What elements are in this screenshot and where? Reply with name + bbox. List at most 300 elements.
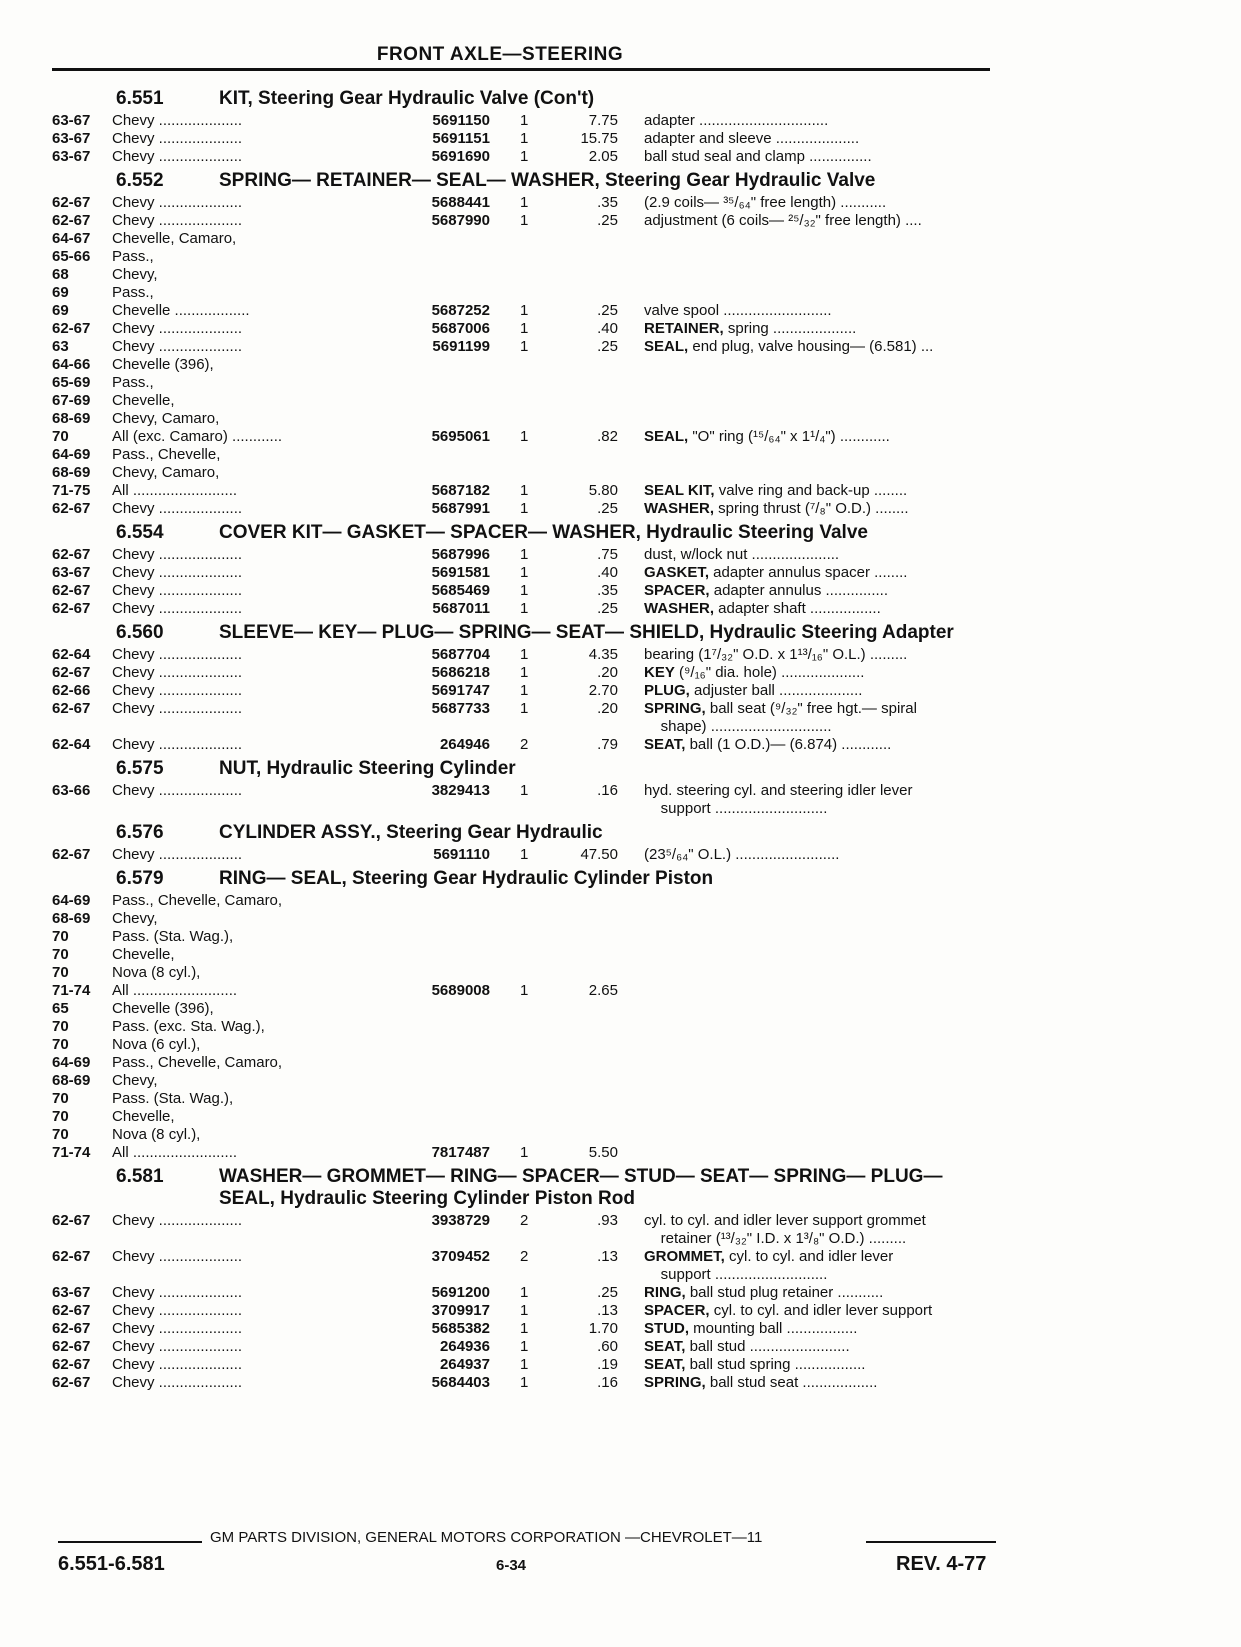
model-name: Chevelle, xyxy=(112,1108,175,1125)
model-name: Chevelle, Camaro, xyxy=(112,230,237,247)
section xyxy=(52,822,1002,864)
description-keyword: PLUG, xyxy=(644,682,690,699)
part-row xyxy=(52,410,1002,428)
description xyxy=(618,428,1002,446)
model-name: Pass., Chevelle, Camaro, xyxy=(112,892,283,909)
model-years: 64-69 xyxy=(52,446,91,463)
model-years: 62-64 xyxy=(52,736,91,753)
quantity: 1 xyxy=(520,428,529,445)
description-text: spring thrust (⁷/₈" O.D.) ........ xyxy=(714,500,909,517)
description xyxy=(618,148,1002,166)
part-row xyxy=(52,1266,1002,1284)
part-row xyxy=(52,112,1002,130)
quantity: 1 xyxy=(520,782,529,799)
part-row xyxy=(52,892,1002,910)
description xyxy=(618,1248,1002,1266)
part-row xyxy=(52,1374,1002,1392)
part-row xyxy=(52,464,1002,482)
part-row xyxy=(52,1108,1002,1126)
section xyxy=(52,868,1002,1162)
description xyxy=(618,212,1002,230)
quantity: 1 xyxy=(520,148,529,165)
part-row xyxy=(52,428,1002,446)
description xyxy=(618,646,1002,664)
section xyxy=(52,758,1002,818)
description-text: (23⁵/₆₄" O.L.) ......................... xyxy=(644,846,840,863)
description xyxy=(618,718,1002,736)
model-years: 70 xyxy=(52,1090,69,1107)
part-row xyxy=(52,964,1002,982)
model-years: 62-67 xyxy=(52,1338,91,1355)
model-years: 71-74 xyxy=(52,1144,91,1161)
model-years: 62-66 xyxy=(52,682,91,699)
model-years: 63-67 xyxy=(52,1284,91,1301)
part-row xyxy=(52,1338,1002,1356)
part-row xyxy=(52,374,1002,392)
price: .25 xyxy=(597,500,618,517)
model-years: 62-67 xyxy=(52,1356,91,1373)
part-row xyxy=(52,130,1002,148)
description xyxy=(618,564,1002,582)
model-name: Chevy, xyxy=(112,266,158,283)
part-row xyxy=(52,302,1002,320)
part-row xyxy=(52,1356,1002,1374)
model-years: 62-67 xyxy=(52,1248,91,1265)
section-heading xyxy=(52,88,1002,110)
part-row xyxy=(52,910,1002,928)
description-text: end plug, valve housing— (6.581) ... xyxy=(688,338,934,355)
section xyxy=(52,622,1002,754)
model-years: 62-67 xyxy=(52,600,91,617)
part-number: 5695061 xyxy=(431,428,490,445)
part-row xyxy=(52,846,1002,864)
description-keyword: RING, xyxy=(644,1284,686,1301)
quantity: 1 xyxy=(520,112,529,129)
part-number: 5687733 xyxy=(431,700,490,717)
quantity: 1 xyxy=(520,1356,529,1373)
description xyxy=(618,1212,1002,1230)
price: .13 xyxy=(597,1248,618,1265)
description xyxy=(618,112,1002,130)
part-row xyxy=(52,782,1002,800)
section-title: NUT, Hydraulic Steering Cylinder xyxy=(219,758,516,779)
section-number: 6.575 xyxy=(116,758,164,779)
price: 4.35 xyxy=(588,646,618,663)
part-number: 3709917 xyxy=(431,1302,490,1319)
part-number: 264937 xyxy=(439,1356,490,1373)
description-keyword: WASHER, xyxy=(644,600,715,617)
description-text: ball seat (⁹/₃₂" free hgt.— spiral xyxy=(705,700,917,717)
part-number: 264936 xyxy=(439,1338,490,1355)
quantity: 2 xyxy=(520,1212,529,1229)
model-name: Pass., xyxy=(112,284,154,301)
quantity: 1 xyxy=(520,194,529,211)
parts-list xyxy=(52,84,1002,1392)
model-name: Chevelle (396), xyxy=(112,356,214,373)
description xyxy=(618,700,1002,718)
quantity: 1 xyxy=(520,646,529,663)
description-text: ball stud ........................ xyxy=(685,1338,850,1355)
model-years: 63-66 xyxy=(52,782,91,799)
price: .35 xyxy=(597,582,618,599)
price: .19 xyxy=(597,1356,618,1373)
model-name: All ......................... xyxy=(112,1144,238,1161)
part-row xyxy=(52,928,1002,946)
description-text: cyl. to cyl. and idler lever support xyxy=(709,1302,933,1319)
quantity: 2 xyxy=(520,1248,529,1265)
description-keyword: SPACER, xyxy=(644,582,710,599)
model-years: 69 xyxy=(52,302,69,319)
part-row xyxy=(52,1126,1002,1144)
description-text: retainer (¹³/₃₂" I.D. x 1³/₈" O.D.) ......... xyxy=(644,1230,907,1247)
part-row xyxy=(52,546,1002,564)
section-number: 6.581 xyxy=(116,1166,164,1187)
part-row xyxy=(52,800,1002,818)
description xyxy=(618,664,1002,682)
model-name: Chevy, xyxy=(112,1072,158,1089)
part-number: 5691151 xyxy=(432,130,490,147)
part-number: 5691200 xyxy=(431,1284,490,1301)
price: .40 xyxy=(597,564,618,581)
part-row xyxy=(52,1000,1002,1018)
quantity: 1 xyxy=(520,600,529,617)
footer-rule-right xyxy=(866,1541,996,1543)
part-row xyxy=(52,338,1002,356)
section-title: CYLINDER ASSY., Steering Gear Hydraulic xyxy=(219,822,603,843)
quantity: 1 xyxy=(520,130,529,147)
price: .16 xyxy=(597,782,618,799)
description-keyword: SEAL, xyxy=(644,338,689,355)
part-row xyxy=(52,284,1002,302)
model-years: 62-64 xyxy=(52,646,91,663)
model-years: 70 xyxy=(52,1108,69,1125)
section-number: 6.552 xyxy=(116,170,164,191)
part-number: 5691199 xyxy=(432,338,490,355)
model-years: 65-66 xyxy=(52,248,91,265)
description-text: adjustment (6 coils— ²⁵/₃₂" free length) .... xyxy=(644,212,922,229)
part-row xyxy=(52,230,1002,248)
description-text: (⁹/₁₆" dia. hole) .................... xyxy=(674,664,865,681)
price: .40 xyxy=(597,320,618,337)
quantity: 1 xyxy=(520,500,529,517)
model-years: 64-66 xyxy=(52,356,91,373)
price: 47.50 xyxy=(580,846,618,863)
part-row xyxy=(52,736,1002,754)
model-name: Chevy .................... xyxy=(112,338,243,355)
section xyxy=(52,88,1002,166)
model-years: 68 xyxy=(52,266,69,283)
section-title: COVER KIT— GASKET— SPACER— WASHER, Hydraulic Steering Valve xyxy=(219,522,868,543)
price: .25 xyxy=(597,600,618,617)
model-name: Chevy .................... xyxy=(112,1374,243,1391)
model-years: 62-67 xyxy=(52,500,91,517)
quantity: 1 xyxy=(520,302,529,319)
description-text: ball stud seat .................. xyxy=(705,1374,878,1391)
part-row xyxy=(52,1036,1002,1054)
model-years: 68-69 xyxy=(52,464,91,481)
model-name: Chevy, xyxy=(112,910,158,927)
section-number: 6.551 xyxy=(116,88,164,109)
model-years: 62-67 xyxy=(52,1302,91,1319)
model-name: Chevelle (396), xyxy=(112,1000,214,1017)
price: 15.75 xyxy=(580,130,618,147)
quantity: 1 xyxy=(520,700,529,717)
model-name: Chevy .................... xyxy=(112,1356,243,1373)
description-keyword: WASHER, xyxy=(644,500,715,517)
part-number: 5686218 xyxy=(431,664,490,681)
model-years: 63-67 xyxy=(52,564,91,581)
model-years: 71-74 xyxy=(52,982,91,999)
description-text: "O" ring (¹⁵/₆₄" x 1¹/₄") ............ xyxy=(688,428,890,445)
part-row xyxy=(52,1090,1002,1108)
model-years: 62-67 xyxy=(52,1212,91,1229)
model-years: 70 xyxy=(52,928,69,945)
description xyxy=(618,130,1002,148)
price: .75 xyxy=(597,546,618,563)
description-keyword: SEAL, xyxy=(644,428,689,445)
model-years: 70 xyxy=(52,1036,69,1053)
part-row xyxy=(52,946,1002,964)
section-title: SLEEVE— KEY— PLUG— SPRING— SEAT— SHIELD, Hydraulic Steering Adapter xyxy=(219,622,954,643)
quantity: 1 xyxy=(520,1338,529,1355)
model-years: 68-69 xyxy=(52,910,91,927)
description xyxy=(618,338,1002,356)
description xyxy=(618,582,1002,600)
model-years: 67-69 xyxy=(52,392,91,409)
model-years: 70 xyxy=(52,1126,69,1143)
part-number: 5687704 xyxy=(431,646,490,663)
price: .25 xyxy=(597,338,618,355)
model-name: Chevy .................... xyxy=(112,148,243,165)
part-row xyxy=(52,500,1002,518)
part-number: 5691110 xyxy=(433,846,490,863)
model-name: Nova (8 cyl.), xyxy=(112,1126,201,1143)
model-years: 62-67 xyxy=(52,194,91,211)
part-row xyxy=(52,718,1002,736)
price: .35 xyxy=(597,194,618,211)
title-rule xyxy=(52,68,990,71)
part-row xyxy=(52,564,1002,582)
price: 5.50 xyxy=(588,1144,618,1161)
price: .16 xyxy=(597,1374,618,1391)
quantity: 1 xyxy=(520,1144,529,1161)
quantity: 1 xyxy=(520,546,529,563)
part-number: 5691581 xyxy=(431,564,490,581)
section-heading xyxy=(52,868,1002,890)
description-text: spring .................... xyxy=(723,320,857,337)
model-name: Chevy .................... xyxy=(112,1338,243,1355)
part-row xyxy=(52,1018,1002,1036)
section-heading xyxy=(52,758,1002,780)
model-years: 68-69 xyxy=(52,410,91,427)
quantity: 1 xyxy=(520,1320,529,1337)
section-title: SPRING— RETAINER— SEAL— WASHER, Steering Gear Hydraulic Valve xyxy=(219,170,876,191)
description-keyword: GROMMET, xyxy=(644,1248,725,1265)
model-name: Pass. (Sta. Wag.), xyxy=(112,1090,234,1107)
model-name: Nova (8 cyl.), xyxy=(112,964,201,981)
section-title: WASHER— GROMMET— RING— SPACER— STUD— SEAT— SPRING— PLUG— SEAL, Hydraulic Steering Cylinder Piston Rod xyxy=(219,1166,943,1209)
section-number: 6.560 xyxy=(116,622,164,643)
model-name: All ......................... xyxy=(112,482,238,499)
section-number: 6.554 xyxy=(116,522,164,543)
description-keyword: RETAINER, xyxy=(644,320,724,337)
model-years: 62-67 xyxy=(52,664,91,681)
model-years: 62-67 xyxy=(52,546,91,563)
part-number: 264946 xyxy=(439,736,490,753)
model-name: Chevy, Camaro, xyxy=(112,464,220,481)
section-title: KIT, Steering Gear Hydraulic Valve (Con't) xyxy=(219,88,595,109)
model-name: Pass., Chevelle, xyxy=(112,446,221,463)
description-text: adapter annulus ............... xyxy=(709,582,889,599)
part-number: 5689008 xyxy=(431,982,490,999)
description xyxy=(618,846,1002,864)
model-name: Pass., xyxy=(112,374,154,391)
part-number: 5687006 xyxy=(431,320,490,337)
model-years: 71-75 xyxy=(52,482,91,499)
model-years: 62-67 xyxy=(52,846,91,863)
description-text: valve ring and back-up ........ xyxy=(714,482,908,499)
model-years: 64-69 xyxy=(52,892,91,909)
model-years: 63-67 xyxy=(52,112,91,129)
part-row xyxy=(52,1054,1002,1072)
model-name: Chevy .................... xyxy=(112,500,243,517)
model-name: Chevy .................... xyxy=(112,320,243,337)
price: .20 xyxy=(597,700,618,717)
model-years: 70 xyxy=(52,946,69,963)
part-row xyxy=(52,248,1002,266)
model-years: 63-67 xyxy=(52,148,91,165)
part-number: 5685382 xyxy=(431,1320,490,1337)
section xyxy=(52,522,1002,618)
part-number: 5691747 xyxy=(431,682,490,699)
model-years: 64-69 xyxy=(52,1054,91,1071)
model-name: Chevy .................... xyxy=(112,194,243,211)
description xyxy=(618,546,1002,564)
description-text: (2.9 coils— ³⁵/₆₄" free length) ........... xyxy=(644,194,887,211)
price: .13 xyxy=(597,1302,618,1319)
part-number: 5687182 xyxy=(431,482,490,499)
description-text: support ........................... xyxy=(644,800,828,817)
description-text: ball stud spring ................. xyxy=(685,1356,866,1373)
price: 5.80 xyxy=(588,482,618,499)
description-text: bearing (1⁷/₃₂" O.D. x 1¹³/₁₆" O.L.) ......... xyxy=(644,646,908,663)
description xyxy=(618,194,1002,212)
model-name: All ......................... xyxy=(112,982,238,999)
price: .93 xyxy=(597,1212,618,1229)
price: .82 xyxy=(597,428,618,445)
quantity: 1 xyxy=(520,212,529,229)
quantity: 1 xyxy=(520,564,529,581)
section-heading xyxy=(52,170,1002,192)
quantity: 1 xyxy=(520,1284,529,1301)
quantity: 1 xyxy=(520,482,529,499)
model-name: Chevelle .................. xyxy=(112,302,250,319)
description-keyword: SEAT, xyxy=(644,1338,686,1355)
part-number: 5688441 xyxy=(431,194,490,211)
part-number: 5687996 xyxy=(431,546,490,563)
description-keyword: SPRING, xyxy=(644,700,706,717)
part-row xyxy=(52,700,1002,718)
model-name: Chevy .................... xyxy=(112,1320,243,1337)
description-text: dust, w/lock nut ..................... xyxy=(644,546,840,563)
price: .25 xyxy=(597,302,618,319)
description xyxy=(618,600,1002,618)
description-text: ball stud seal and clamp ............... xyxy=(644,148,872,165)
description-keyword: GASKET, xyxy=(644,564,710,581)
description-text: shape) ............................. xyxy=(644,718,832,735)
description-keyword: SPACER, xyxy=(644,1302,710,1319)
description-keyword: SEAT, xyxy=(644,736,686,753)
model-name: Chevy .................... xyxy=(112,600,243,617)
quantity: 1 xyxy=(520,846,529,863)
description xyxy=(618,1230,1002,1248)
description xyxy=(618,736,1002,754)
model-name: Chevy .................... xyxy=(112,782,243,799)
description xyxy=(618,1338,1002,1356)
part-row xyxy=(52,446,1002,464)
description xyxy=(618,1374,1002,1392)
description xyxy=(618,1320,1002,1338)
part-row xyxy=(52,356,1002,374)
price: 2.05 xyxy=(588,148,618,165)
quantity: 1 xyxy=(520,982,529,999)
part-number: 5687252 xyxy=(431,302,490,319)
model-name: Chevy .................... xyxy=(112,582,243,599)
part-row xyxy=(52,682,1002,700)
price: .79 xyxy=(597,736,618,753)
part-row xyxy=(52,646,1002,664)
description-text: ball stud plug retainer ........... xyxy=(685,1284,884,1301)
model-name: Chevy .................... xyxy=(112,664,243,681)
section-heading xyxy=(52,522,1002,544)
model-name: Chevy .................... xyxy=(112,1302,243,1319)
model-years: 62-67 xyxy=(52,700,91,717)
description-keyword: KEY xyxy=(644,664,675,681)
description-text: cyl. to cyl. and idler lever support grommet xyxy=(644,1212,926,1229)
description-text: cyl. to cyl. and idler lever xyxy=(724,1248,894,1265)
section xyxy=(52,1166,1002,1392)
page-title: FRONT AXLE—STEERING xyxy=(376,44,624,65)
quantity: 1 xyxy=(520,338,529,355)
model-name: Chevy .................... xyxy=(112,212,243,229)
model-name: Pass. (Sta. Wag.), xyxy=(112,928,234,945)
price: 2.65 xyxy=(588,982,618,999)
model-years: 70 xyxy=(52,428,69,445)
description xyxy=(618,320,1002,338)
part-row xyxy=(52,1248,1002,1266)
model-name: Chevy .................... xyxy=(112,846,243,863)
part-row xyxy=(52,1072,1002,1090)
model-name: Chevy, Camaro, xyxy=(112,410,220,427)
model-name: Chevy .................... xyxy=(112,700,243,717)
part-row xyxy=(52,1284,1002,1302)
model-name: Chevy .................... xyxy=(112,564,243,581)
part-number: 5687011 xyxy=(432,600,490,617)
footer-revision: REV. 4-77 xyxy=(896,1553,987,1575)
model-name: Pass., Chevelle, Camaro, xyxy=(112,1054,283,1071)
description xyxy=(618,1284,1002,1302)
description xyxy=(618,682,1002,700)
model-name: Chevy .................... xyxy=(112,546,243,563)
price: 1.70 xyxy=(588,1320,618,1337)
part-row xyxy=(52,582,1002,600)
part-row xyxy=(52,194,1002,212)
model-years: 70 xyxy=(52,964,69,981)
section-heading xyxy=(52,622,1002,644)
part-row xyxy=(52,320,1002,338)
model-name: Chevy .................... xyxy=(112,112,243,129)
description xyxy=(618,782,1002,800)
